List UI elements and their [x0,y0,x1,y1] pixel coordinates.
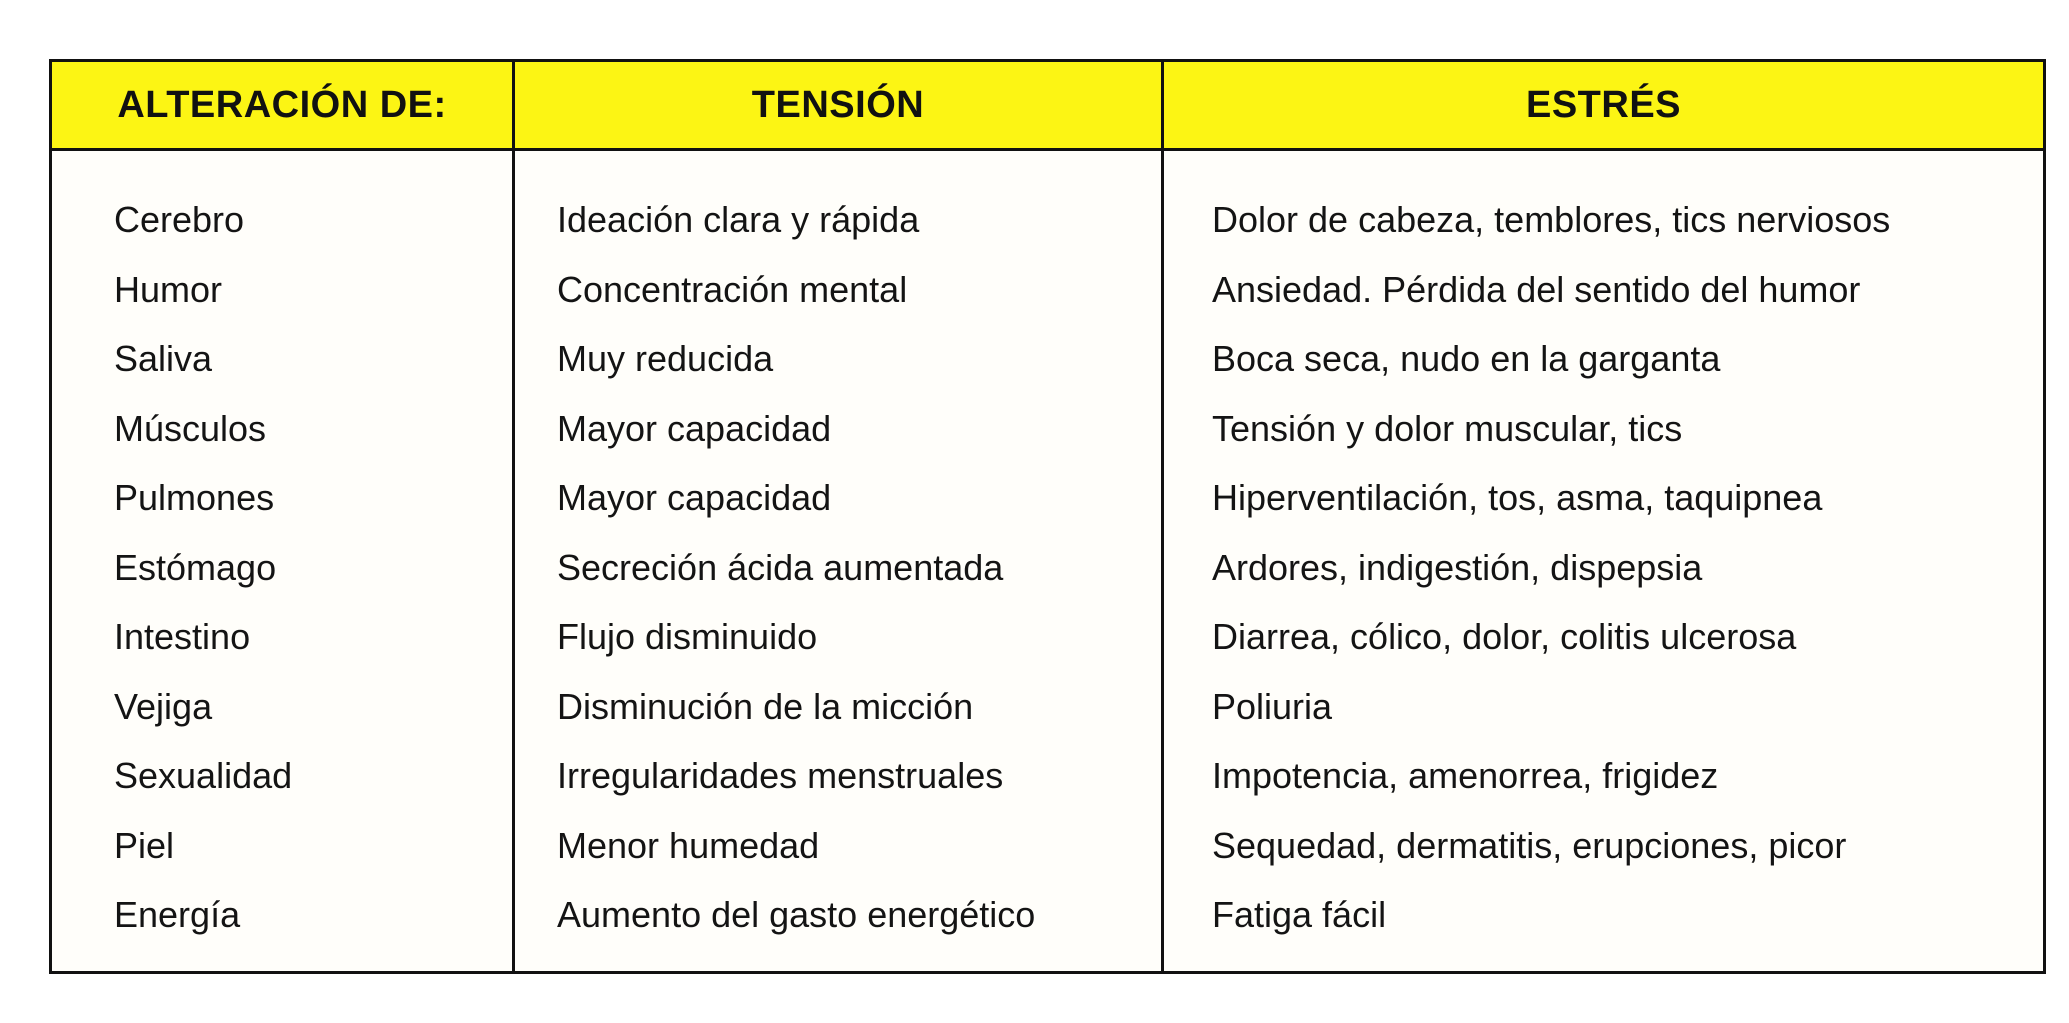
tension-cell: Disminución de la micción [557,685,974,727]
header-tension: TENSIÓN [515,62,1164,151]
estres-cell: Hiperventilación, tos, asma, taquipnea [1212,477,1823,518]
column-tension [515,151,1164,971]
tension-cell: Secreción ácida aumentada [557,546,1004,588]
column-estres [1164,151,2043,971]
tension-cell: Muy reducida [557,338,774,379]
tension-cell: Menor humedad [557,824,820,866]
estres-cell: Boca seca, nudo en la garganta [1212,338,1721,379]
organ-cell: Pulmones [114,477,275,518]
estres-cell: Sequedad, dermatitis, erupciones, picor [1212,824,1847,866]
column-alteracion [52,151,515,971]
organ-cell: Piel [114,824,175,866]
estres-cell: Ansiedad. Pérdida del sentido del humor [1212,268,1861,310]
header-estres: ESTRÉS [1164,62,2043,151]
tension-cell: Irregularidades menstruales [557,755,1004,796]
comparison-table [49,59,2046,974]
estres-cell: Ardores, indigestión, dispepsia [1212,546,1703,588]
estres-cell: Diarrea, cólico, dolor, colitis ulcerosa [1212,616,1797,657]
organ-cell: Sexualidad [114,755,293,796]
organ-cell: Saliva [114,338,213,379]
organ-cell: Estómago [114,546,277,588]
estres-cell: Tensión y dolor muscular, tics [1212,407,1683,449]
tension-cell: Concentración mental [557,268,908,310]
organ-cell: Intestino [114,616,251,657]
estres-cell: Impotencia, amenorrea, frigidez [1212,755,1719,796]
tension-cell: Ideación clara y rápida [557,199,920,240]
tension-cell: Mayor capacidad [557,477,832,518]
organ-cell: Vejiga [114,685,213,727]
tension-cell: Flujo disminuido [557,616,818,657]
header-alteracion: ALTERACIÓN DE: [52,62,515,151]
estres-cell: Fatiga fácil [1212,894,1387,935]
tension-cell: Mayor capacidad [557,407,832,449]
organ-cell: Músculos [114,407,267,449]
organ-cell: Energía [114,894,241,935]
tension-cell: Aumento del gasto energético [557,894,1036,935]
estres-cell: Poliuria [1212,685,1333,727]
organ-cell: Humor [114,268,223,310]
organ-cell: Cerebro [114,199,245,240]
estres-cell: Dolor de cabeza, temblores, tics nerviosos [1212,199,1891,240]
